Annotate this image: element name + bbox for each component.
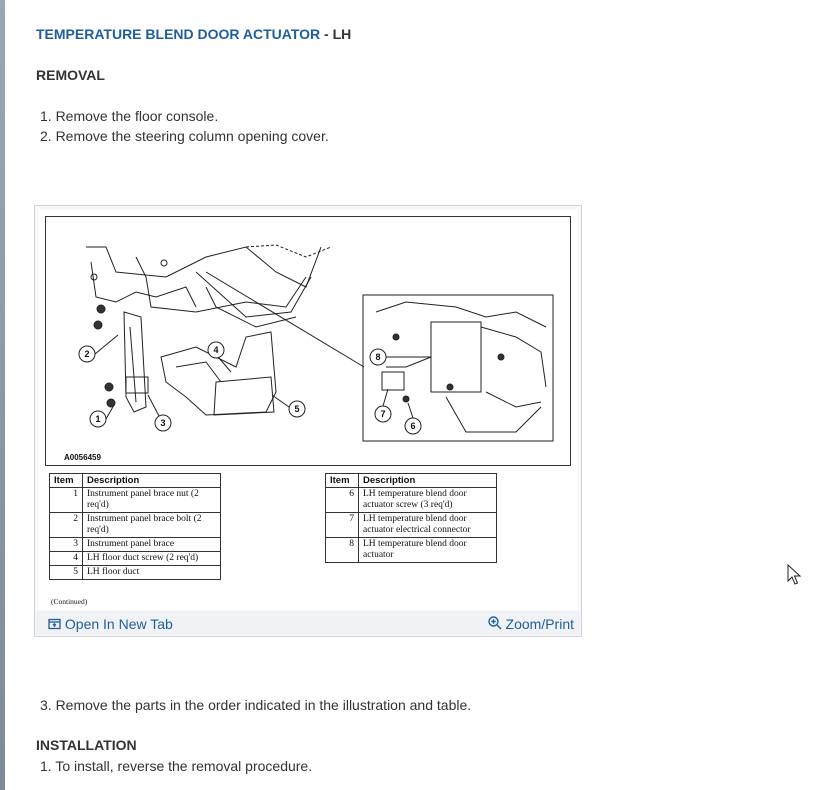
figure-toolbar (36, 611, 580, 635)
table-cell-description: LH floor duct (83, 566, 221, 580)
table-cell-description: Instrument panel brace (83, 538, 221, 552)
table-header-item: Item (50, 474, 83, 488)
table-cell-item: 4 (50, 552, 83, 566)
table-cell-item: 6 (326, 488, 359, 513)
table-row (50, 513, 221, 538)
table-cell-item: 8 (326, 538, 359, 563)
removal-step-2: 2. Remove the steering column opening cover. (40, 128, 329, 144)
page-title-suffix: - LH (320, 26, 352, 42)
installation-step-1: 1. To install, reverse the removal procedure. (40, 758, 313, 774)
figure-id: A0056459 (64, 453, 101, 462)
removal-step-1: 1. Remove the floor console. (40, 108, 219, 124)
installation-heading: INSTALLATION (36, 737, 137, 753)
left-edge-bar (0, 0, 5, 790)
exploded-view-illustration (46, 217, 570, 465)
figure-content[interactable] (39, 210, 577, 610)
table-row (50, 566, 221, 580)
table-row (326, 488, 497, 513)
new-tab-icon (48, 618, 61, 630)
table-header-item: Item (326, 474, 359, 488)
page-title-main: TEMPERATURE BLEND DOOR ACTUATOR (36, 26, 321, 42)
table-cell-description: LH temperature blend door actuator electrical connector (359, 513, 497, 538)
table-cell-description: Instrument panel brace nut (2 req'd) (83, 488, 221, 513)
table-header-description: Description (83, 474, 221, 488)
table-cell-description: LH floor duct screw (2 req'd) (83, 552, 221, 566)
table-cell-item: 7 (326, 513, 359, 538)
continued-note: (Continued) (51, 597, 88, 606)
zoom-print-link[interactable] (488, 616, 574, 632)
table-row (326, 513, 497, 538)
open-in-new-tab-label: Open In New Tab (64, 616, 173, 632)
removal-heading: REMOVAL (36, 67, 105, 83)
callout-6: 6 (410, 421, 416, 431)
open-in-new-tab-link[interactable] (48, 616, 173, 632)
table-cell-description: Instrument panel brace bolt (2 req'd) (83, 513, 221, 538)
table-cell-item: 5 (50, 566, 83, 580)
table-row (50, 552, 221, 566)
removal-step-3: 3. Remove the parts in the order indicated in the illustration and table. (40, 697, 472, 713)
figure-container (34, 205, 582, 637)
table-cell-description: LH temperature blend door actuator screw (3 req'd) (359, 488, 497, 513)
table-cell-item: 1 (50, 488, 83, 513)
page-title (36, 26, 351, 42)
table-cell-description: LH temperature blend door actuator (359, 538, 497, 563)
illustration-frame (45, 216, 571, 466)
zoom-in-icon (488, 616, 502, 630)
callout-5: 5 (294, 404, 300, 414)
callout-2: 2 (84, 349, 90, 359)
callout-4: 4 (213, 345, 219, 355)
parts-table-left (49, 473, 221, 580)
callout-8: 8 (375, 352, 381, 362)
table-header-description: Description (359, 474, 497, 488)
table-row (326, 538, 497, 563)
table-row (50, 538, 221, 552)
table-cell-item: 3 (50, 538, 83, 552)
parts-table-right (325, 473, 497, 563)
callout-7: 7 (380, 409, 386, 419)
table-row (50, 488, 221, 513)
zoom-print-label: Zoom/Print (505, 616, 574, 632)
mouse-pointer-icon (787, 564, 801, 586)
callout-3: 3 (160, 418, 166, 428)
callout-1: 1 (95, 414, 101, 424)
table-cell-item: 2 (50, 513, 83, 538)
